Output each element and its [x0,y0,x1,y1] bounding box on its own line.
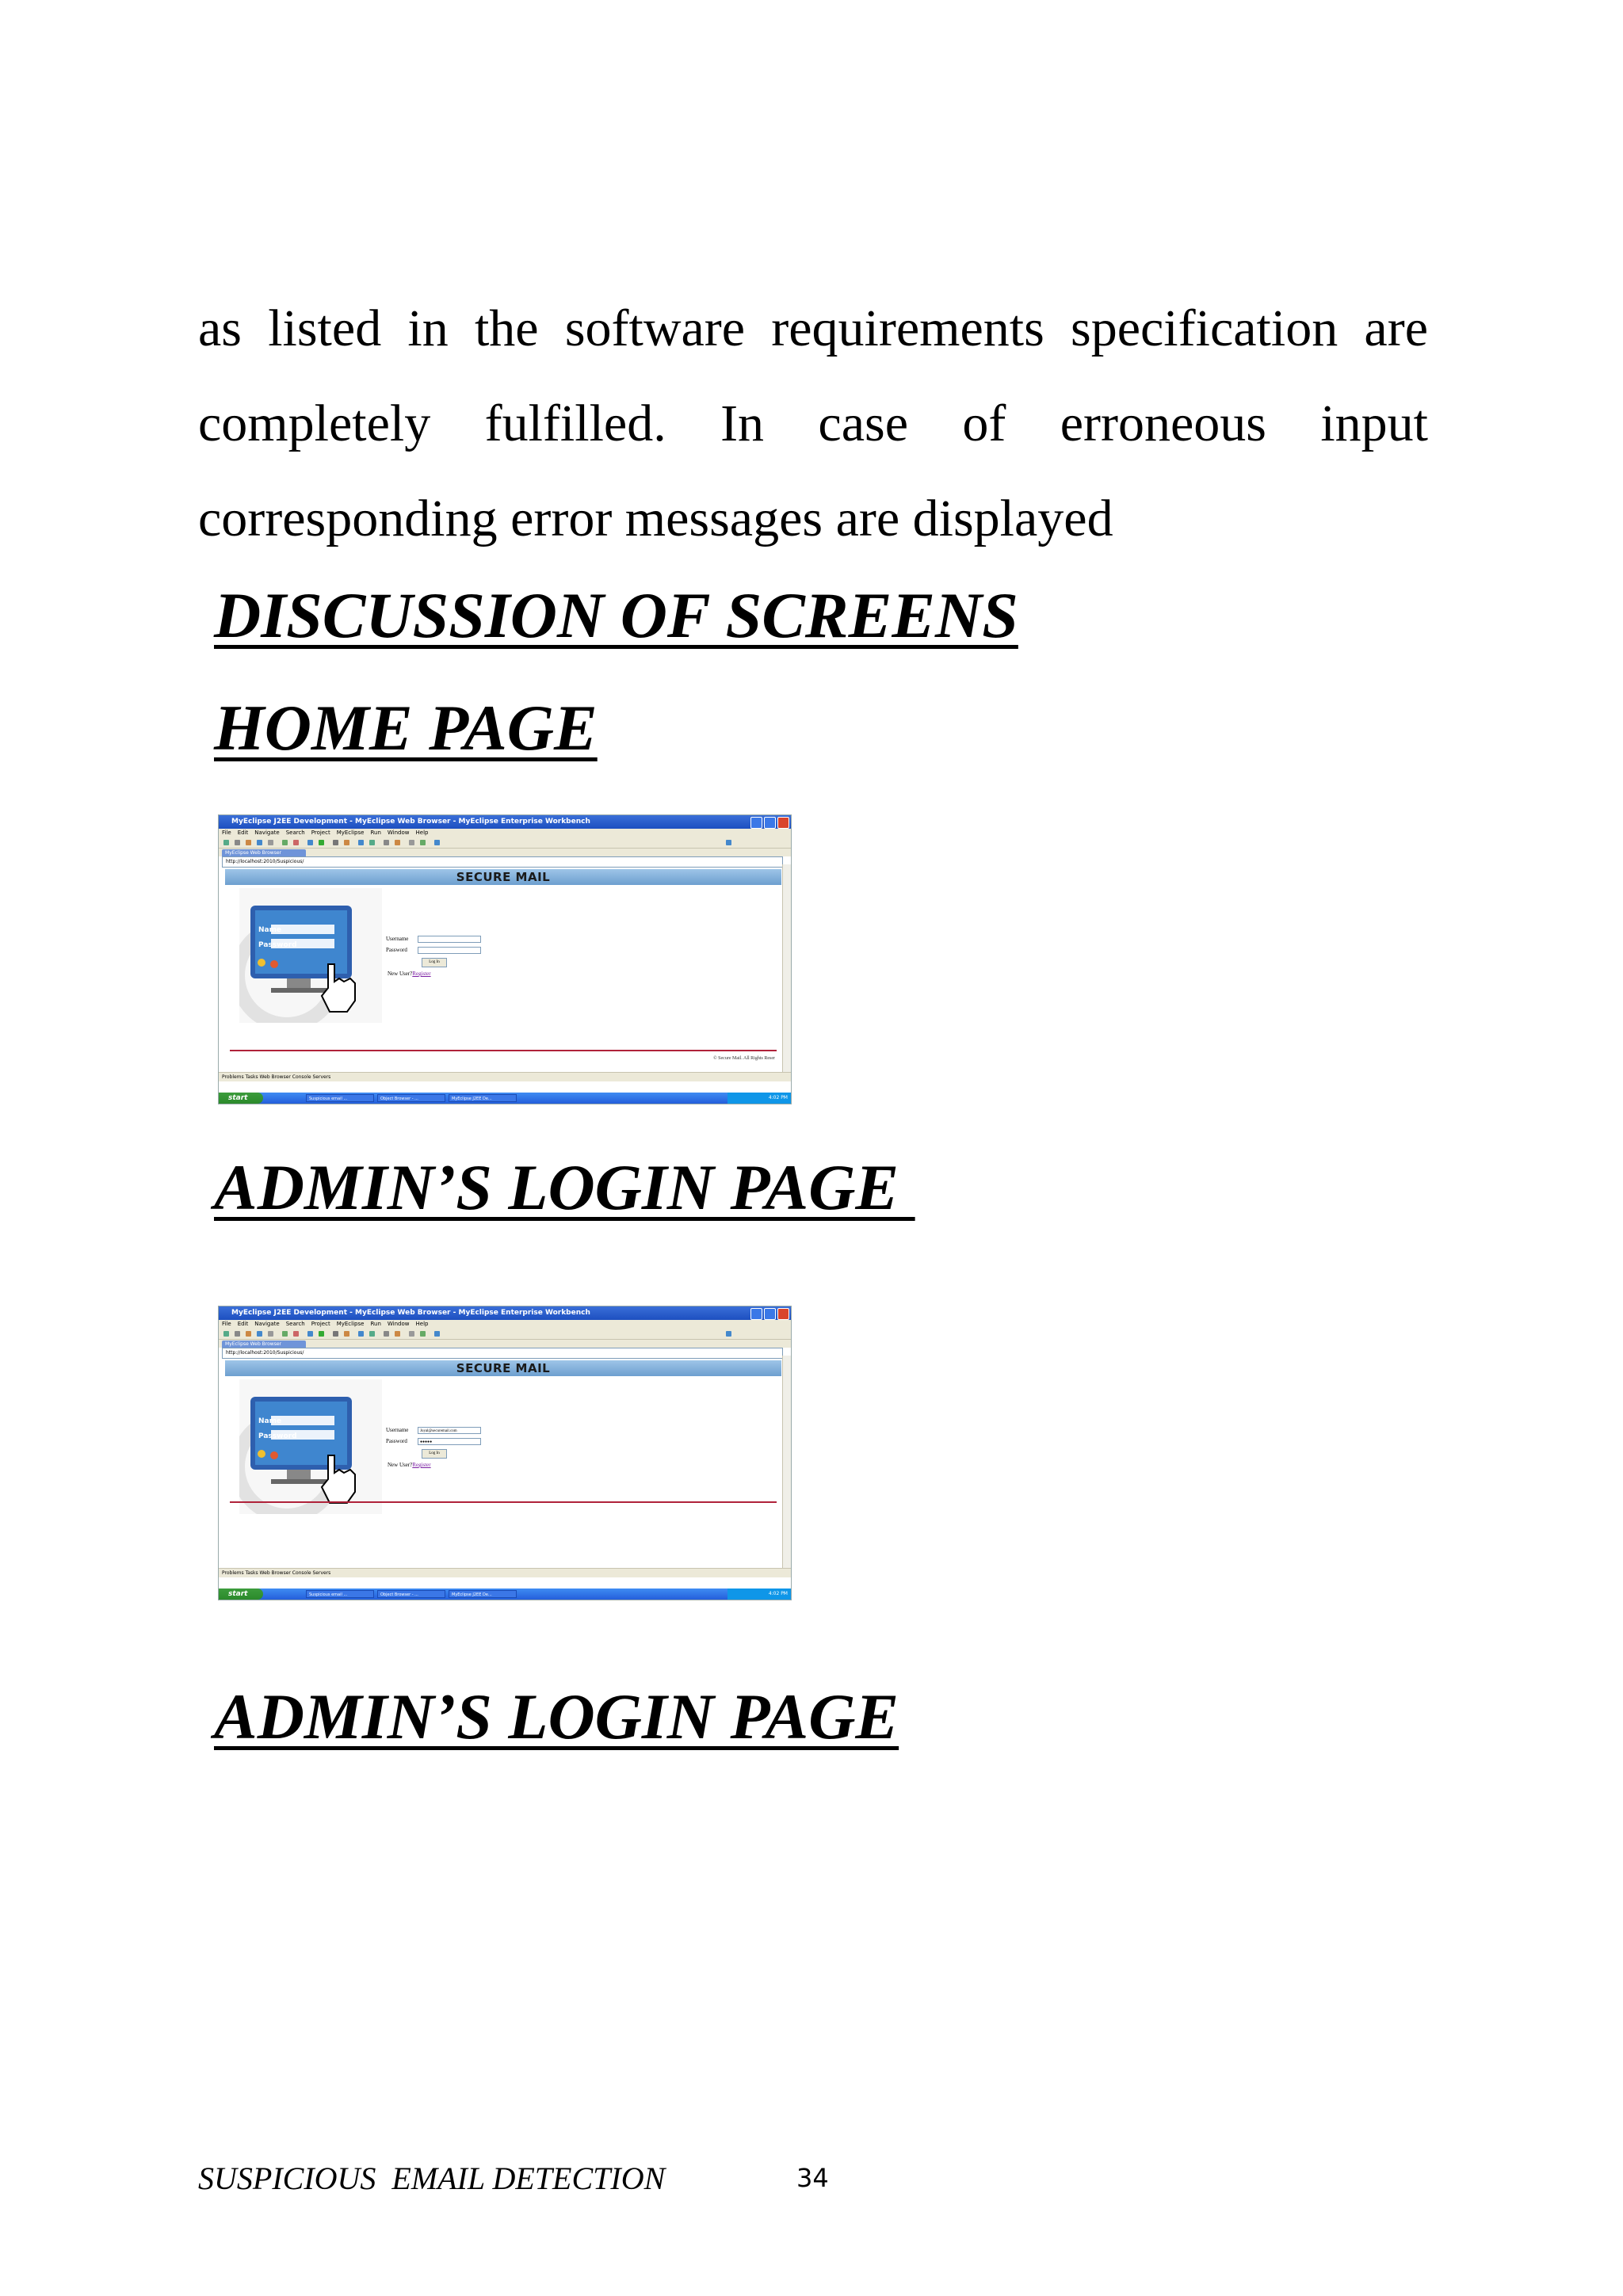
toolbar-icon[interactable] [246,840,251,845]
svg-text:Name: Name [258,926,282,934]
taskbar-item[interactable]: MyEclipse J2EE De... [449,1590,517,1598]
toolbar-icon[interactable] [319,1331,324,1337]
new-user-text [388,1462,481,1468]
start-button[interactable]: start [219,1589,263,1600]
home-page-screenshot [218,814,792,1104]
footer-document-title: SUSPICIOUS EMAIL DETECTION [198,2161,666,2196]
toolbar-icon[interactable] [358,840,364,845]
menu-help[interactable]: Help [415,830,429,836]
toolbar-icon[interactable] [307,1331,313,1337]
username-input[interactable] [418,936,481,943]
close-icon[interactable] [777,1308,789,1320]
username-label: Username [386,936,409,942]
password-label: Password [386,1438,407,1444]
web-page-content [225,1360,781,1569]
toolbar-icon[interactable] [235,1331,240,1337]
new-user-text [388,971,481,977]
menu-bar [219,829,791,837]
toolbar-icon[interactable] [420,1331,426,1337]
system-tray-clock: 4:02 PM [727,1589,791,1600]
login-form [386,1425,481,1468]
toolbar-icon[interactable] [369,1331,375,1337]
body-paragraph [198,281,1428,566]
menu-run[interactable]: Run [370,830,381,836]
windows-taskbar [219,1589,791,1600]
system-tray-clock: 4:02 PM [727,1093,791,1104]
url-input[interactable]: http://localhost:2010/Suspicious/ [222,1348,783,1359]
new-user-label: New User? [388,971,413,977]
register-link[interactable]: Register [412,1462,431,1468]
toolbar [219,1329,791,1340]
menu-myeclipse[interactable]: MyEclipse [336,830,365,836]
window-title: MyEclipse J2EE Development - MyEclipse Web Browser - MyEclipse Enterprise Workbench [231,1309,590,1317]
svg-text:Password: Password [258,941,297,949]
web-page-content [225,869,781,1074]
heading-home-page: HOME PAGE [214,692,598,764]
toolbar-icon[interactable] [333,840,338,845]
paragraph-line: as listed in the software requirements specification are [198,299,1428,357]
toolbar-icon[interactable] [434,840,440,845]
login-illustration-image [239,1379,382,1514]
toolbar-icon[interactable] [369,840,375,845]
browser-tab[interactable]: MyEclipse Web Browser [222,1341,306,1348]
toolbar-icon[interactable] [246,1331,251,1337]
maximize-icon[interactable] [764,817,776,829]
taskbar-item[interactable]: Object Browser - ... [377,1590,445,1598]
toolbar-icon[interactable] [282,1331,288,1337]
toolbar-icon[interactable] [409,1331,414,1337]
menu-navigate[interactable]: Navigate [254,830,280,836]
menu-edit[interactable]: Edit [237,830,249,836]
toolbar-icon[interactable] [344,840,349,845]
paragraph-line: completely fulfilled. In case of erroneous input [198,395,1428,452]
toolbar-icon[interactable] [268,840,273,845]
bottom-views-panel[interactable]: Problems Tasks Web Browser Console Servers [219,1568,791,1577]
browser-tab-row [219,849,791,856]
window-controls [750,817,789,829]
toolbar-icon[interactable] [307,840,313,845]
browser-scrollbar[interactable] [782,864,791,1072]
taskbar-item[interactable]: MyEclipse J2EE De... [449,1094,517,1102]
taskbar-item[interactable]: Suspicious email ... [306,1590,374,1598]
toolbar-icon[interactable] [333,1331,338,1337]
heading-admin-login-page-2: ADMIN’S LOGIN PAGE [214,1680,899,1753]
register-link[interactable]: Register [412,971,431,977]
toolbar-icon[interactable] [344,1331,349,1337]
toolbar-icon[interactable] [384,1331,389,1337]
menu-project[interactable]: Project [311,1321,330,1327]
svg-text:Name: Name [258,1417,282,1425]
browser-tab-row [219,1340,791,1348]
toolbar-icon[interactable] [268,1331,273,1337]
login-button[interactable]: Log In [422,1449,447,1459]
menu-help[interactable]: Help [415,1321,429,1327]
username-input[interactable]: Joyal@securemail.com [418,1427,481,1434]
windows-taskbar [219,1093,791,1104]
menu-window[interactable]: Window [387,830,410,836]
paragraph-line: corresponding error messages are displayed [198,490,1113,547]
url-input[interactable]: http://localhost:2010/Suspicious/ [222,856,783,868]
toolbar-icon[interactable] [384,840,389,845]
site-banner: SECURE MAIL [225,1360,781,1376]
copyright-text: © Secure Mail. All Rights Reser [713,1056,775,1061]
menu-bar [219,1320,791,1329]
toolbar-icon[interactable] [235,840,240,845]
bottom-views-panel[interactable]: Problems Tasks Web Browser Console Servers [219,1072,791,1081]
toolbar-icon[interactable] [282,840,288,845]
minimize-icon[interactable] [750,817,762,829]
toolbar-icon[interactable] [257,840,262,845]
toolbar-icon[interactable] [293,840,299,845]
browser-tab[interactable]: MyEclipse Web Browser [222,849,306,856]
heading-discussion-of-screens: DISCUSSION OF SCREENS [214,579,1018,651]
menu-project[interactable]: Project [311,830,330,836]
admin-login-screenshot [218,1306,792,1600]
perspective-icon[interactable] [726,1331,731,1337]
window-title: MyEclipse J2EE Development - MyEclipse Web Browser - MyEclipse Enterprise Workbench [231,818,590,826]
footer-divider [230,1050,777,1051]
window-titlebar [219,1306,791,1320]
page-number: 34 [796,2163,829,2193]
password-input[interactable] [418,947,481,954]
close-icon[interactable] [777,817,789,829]
browser-scrollbar[interactable] [782,1356,791,1568]
toolbar-icon[interactable] [257,1331,262,1337]
menu-window[interactable]: Window [387,1321,410,1327]
menu-navigate[interactable]: Navigate [254,1321,280,1327]
taskbar-item[interactable]: Object Browser - ... [377,1094,445,1102]
login-button[interactable]: Log In [422,958,447,967]
login-illustration-image [239,888,382,1023]
toolbar-icon[interactable] [319,840,324,845]
toolbar-icon[interactable] [434,1331,440,1337]
menu-run[interactable]: Run [370,1321,381,1327]
username-label: Username [386,1427,409,1433]
toolbar-icon[interactable] [223,1331,229,1337]
password-label: Password [386,947,407,953]
window-titlebar [219,815,791,829]
window-controls [750,1308,789,1320]
toolbar [219,837,791,849]
menu-file[interactable]: File [222,1321,231,1327]
password-input[interactable]: ●●●●● [418,1438,481,1445]
maximize-icon[interactable] [764,1308,776,1320]
start-button[interactable]: start [219,1093,263,1104]
minimize-icon[interactable] [750,1308,762,1320]
toolbar-icon[interactable] [395,840,400,845]
menu-search[interactable]: Search [285,1321,305,1327]
toolbar-icon[interactable] [358,1331,364,1337]
new-user-label: New User? [388,1462,413,1468]
footer-divider [230,1501,777,1503]
login-form [386,933,481,977]
svg-text:Password: Password [258,1432,297,1440]
menu-search[interactable]: Search [285,830,305,836]
site-banner: SECURE MAIL [225,869,781,885]
menu-file[interactable]: File [222,830,231,836]
toolbar-icon[interactable] [223,840,229,845]
toolbar-icon[interactable] [420,840,426,845]
perspective-icon[interactable] [726,840,731,845]
toolbar-icon[interactable] [395,1331,400,1337]
menu-myeclipse[interactable]: MyEclipse [336,1321,365,1327]
heading-admin-login-page: ADMIN’S LOGIN PAGE [214,1151,915,1223]
menu-edit[interactable]: Edit [237,1321,249,1327]
taskbar-item[interactable]: Suspicious email ... [306,1094,374,1102]
toolbar-icon[interactable] [409,840,414,845]
toolbar-icon[interactable] [293,1331,299,1337]
